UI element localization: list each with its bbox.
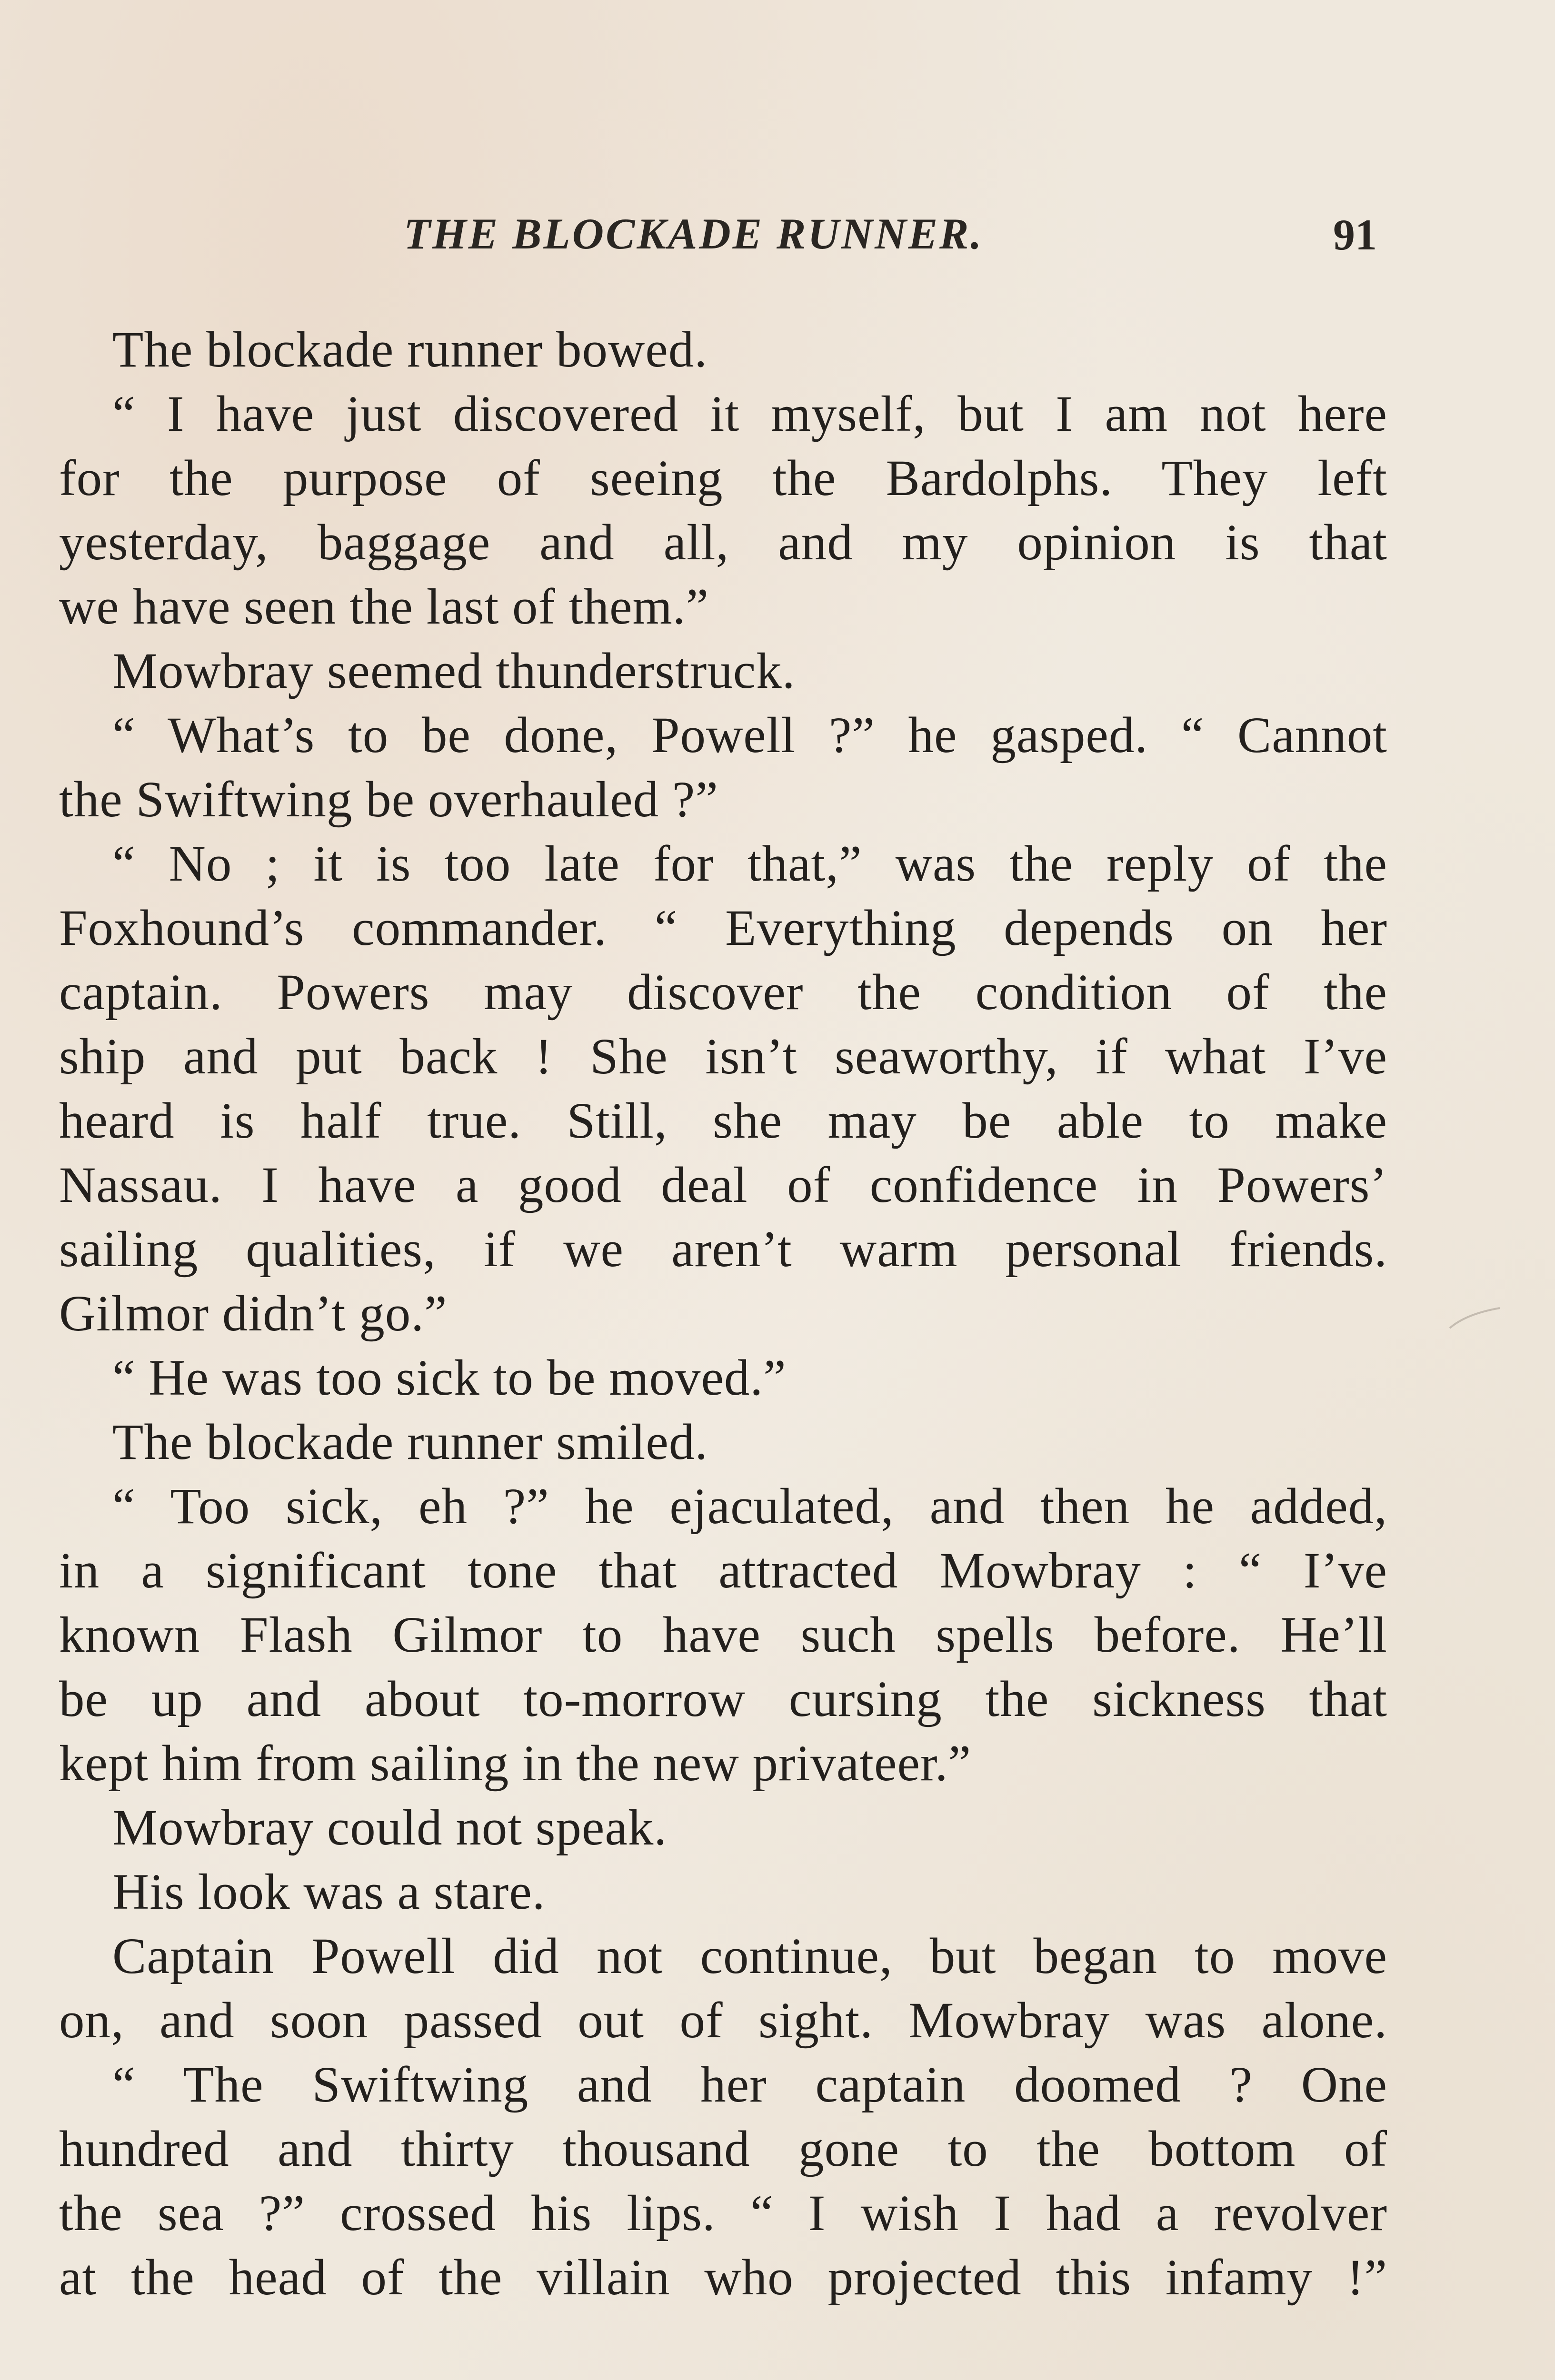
text-line: “ He was too sick to be moved.” [112,1350,787,1406]
text-line: we have seen the last of them.” [59,579,709,635]
text-line: Mowbray seemed thunderstruck. [112,643,796,699]
text-line: on, and soon passed out of sight. Mowbray was alone. [59,1993,1387,2049]
text-line: heard is half true. Still, she may be able to make [59,1093,1387,1149]
text-line: “ Too sick, eh ?” he ejaculated, and then he added, [112,1478,1387,1535]
text-line: Nassau. I have a good deal of confidence in Powers’ [59,1157,1387,1213]
text-line: Mowbray could not speak. [112,1800,668,1856]
text-line: Foxhound’s commander. “ Everything depends on her [59,900,1387,956]
text-line: “ What’s to be done, Powell ?” he gasped. “ Cannot [112,707,1387,764]
text-line: His look was a stare. [112,1864,546,1920]
text-line: sailing qualities, if we aren’t warm personal friends. [59,1221,1387,1278]
text-line: known Flash Gilmor to have such spells before. He’ll [59,1607,1387,1663]
text-line: “ No ; it is too late for that,” was the reply of the [112,836,1387,892]
text-line: kept him from sailing in the new privateer.” [59,1735,971,1792]
text-line: for the purpose of seeing the Bardolphs. They left [59,450,1387,506]
text-line: be up and about to-morrow cursing the sickness that [59,1671,1387,1727]
text-line: the Swiftwing be overhauled ?” [59,772,718,828]
text-line: at the head of the villain who projected this infamy !” [59,2250,1387,2306]
text-line: captain. Powers may discover the condition of the [59,964,1387,1021]
text-line: “ The Swiftwing and her captain doomed ? One [112,2057,1387,2113]
page-body-text [59,318,1387,2310]
text-line: The blockade runner bowed. [112,322,708,378]
pencil-mark [1447,1304,1505,1333]
text-line: Captain Powell did not continue, but began to move [112,1928,1387,1984]
text-line: ship and put back ! She isn’t seaworthy, if what I’ve [59,1029,1387,1085]
text-line: Gilmor didn’t go.” [59,1286,448,1342]
page-number: 91 [1333,210,1377,259]
running-title: THE BLOCKADE RUNNER. [404,209,984,258]
text-line: the sea ?” crossed his lips. “ I wish I had a revolver [59,2185,1387,2241]
text-line: “ I have just discovered it myself, but I am not here [112,386,1387,442]
text-line: yesterday, baggage and all, and my opinion is that [59,515,1387,571]
text-line: in a significant tone that attracted Mowbray : “ I’ve [59,1543,1387,1599]
text-line: The blockade runner smiled. [112,1414,708,1470]
text-line: hundred and thirty thousand gone to the bottom of [59,2121,1387,2177]
